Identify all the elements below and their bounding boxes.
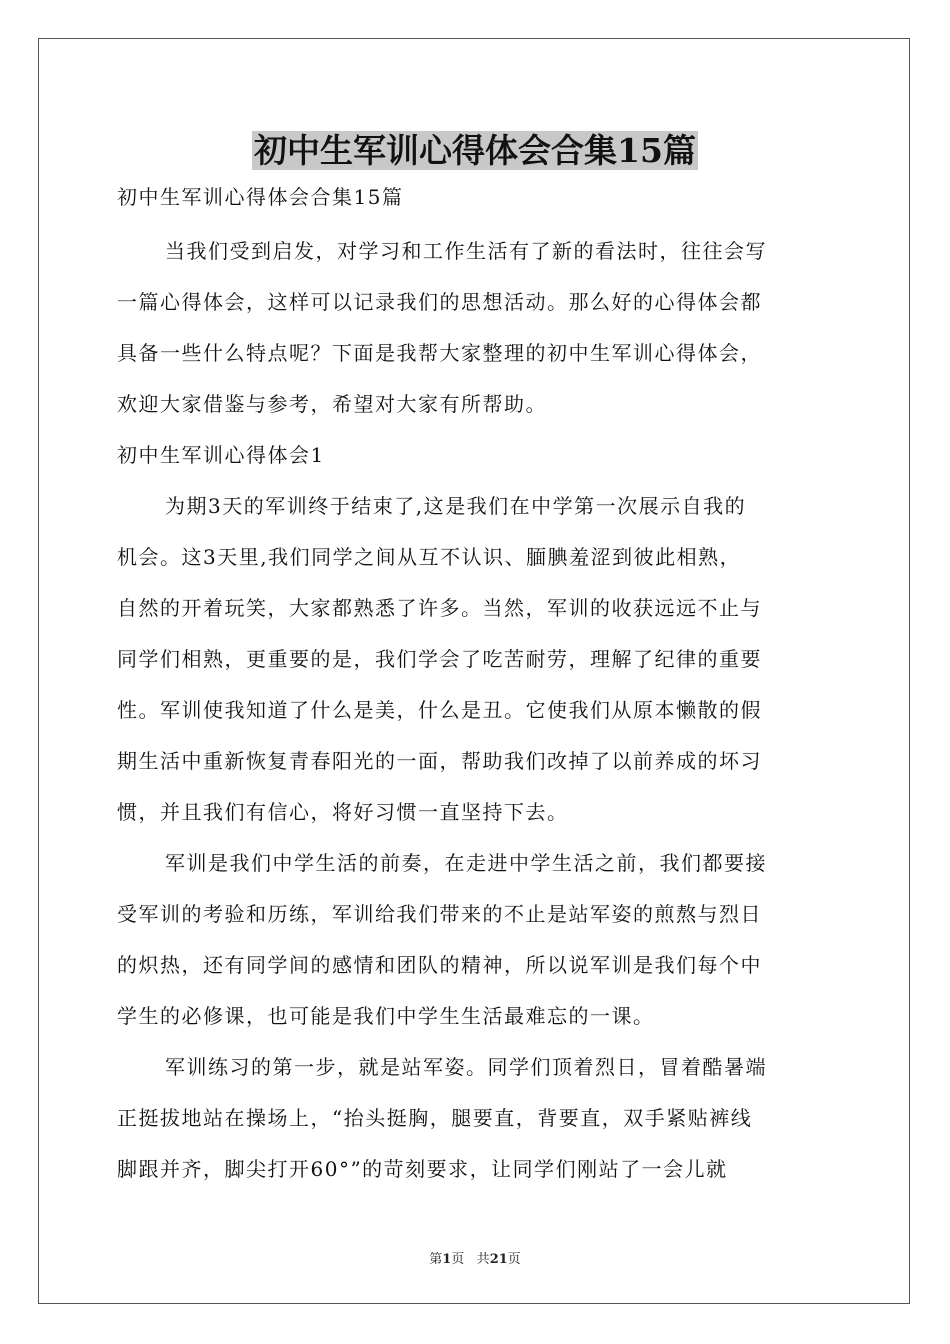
paragraph-3 [117, 1042, 833, 1195]
page-prefix: 第 [429, 1252, 443, 1267]
intro-line: 欢迎大家借鉴与参考，希望对大家有所帮助。 [117, 392, 547, 416]
paragraph-line: 学生的必修课，也可能是我们中学生生活最难忘的一课。 [117, 1004, 655, 1028]
paragraph-line: 为期3天的军训终于结束了,这是我们在中学第一次展示自我的 [165, 494, 747, 518]
intro-line: 一篇心得体会，这样可以记录我们的思想活动。那么好的心得体会都 [117, 290, 762, 314]
paragraph-line: 脚跟并齐，脚尖打开60°”的苛刻要求，让同学们刚站了一会儿就 [117, 1157, 728, 1181]
paragraph-line: 机会。这3天里,我们同学之间从互不认识、腼腆羞涩到彼此相熟， [117, 545, 742, 569]
paragraph-line: 军训练习的第一步，就是站军姿。同学们顶着烈日，冒着酷暑端 [165, 1055, 767, 1079]
document-title-text: 初中生军训心得体会合集15篇 [254, 131, 696, 170]
paragraph-line: 的炽热，还有同学间的感情和团队的精神，所以说军训是我们每个中 [117, 953, 762, 977]
intro-line: 当我们受到启发，对学习和工作生活有了新的看法时，往往会写 [165, 239, 767, 263]
paragraph-line: 性。军训使我知道了什么是美，什么是丑。它使我们从原本懒散的假 [117, 698, 762, 722]
page-suffix: 页 [451, 1252, 465, 1267]
total-suffix: 页 [507, 1252, 521, 1267]
document-subtitle: 初中生军训心得体会合集15篇 [117, 185, 404, 209]
paragraph-line: 自然的开着玩笑，大家都熟悉了许多。当然，军训的收获远远不止与 [117, 596, 762, 620]
total-prefix: 共 [476, 1252, 490, 1267]
paragraph-line: 受军训的考验和历练，军训给我们带来的不止是站军姿的煎熬与烈日 [117, 902, 762, 926]
paragraph-line: 惯，并且我们有信心，将好习惯一直坚持下去。 [117, 800, 569, 824]
paragraph-line: 期生活中重新恢复青春阳光的一面，帮助我们改掉了以前养成的坏习 [117, 749, 762, 773]
section-heading-1: 初中生军训心得体会1 [117, 443, 325, 467]
intro-paragraph [117, 226, 833, 430]
total-pages: 21 [489, 1252, 508, 1267]
paragraph-1 [117, 481, 833, 838]
page-footer [0, 1248, 950, 1267]
paragraph-2 [117, 838, 833, 1042]
document-body [117, 176, 833, 1195]
paragraph-line: 同学们相熟，更重要的是，我们学会了吃苦耐劳，理解了纪律的重要 [117, 647, 762, 671]
page-number: 1 [442, 1252, 452, 1267]
document-title [0, 128, 950, 174]
intro-line: 具备一些什么特点呢？下面是我帮大家整理的初中生军训心得体会， [117, 341, 762, 365]
paragraph-line: 军训是我们中学生活的前奏，在走进中学生活之前，我们都要接 [165, 851, 767, 875]
paragraph-line: 正挺拔地站在操场上，“抬头挺胸，腿要直，背要直，双手紧贴裤线 [117, 1106, 753, 1130]
